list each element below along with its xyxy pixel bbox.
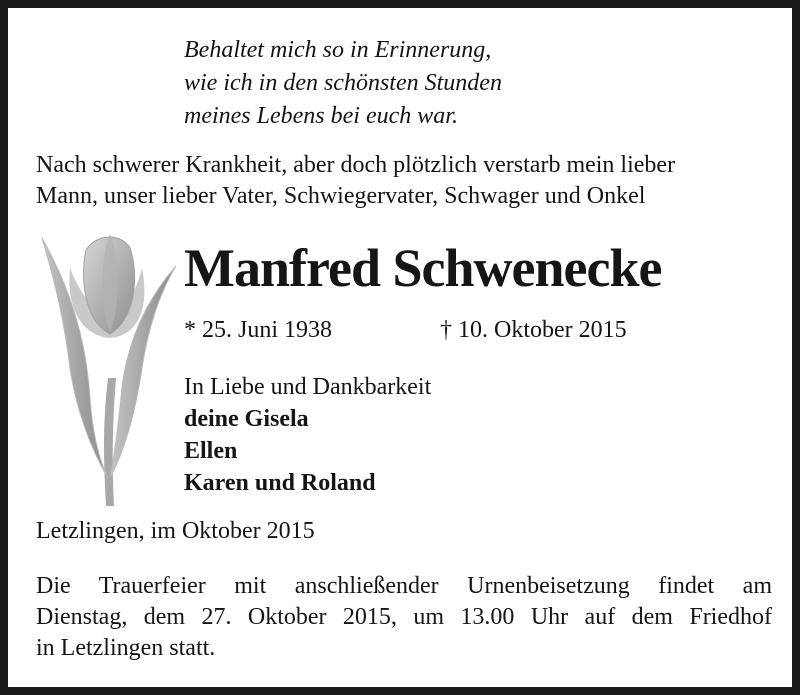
announcement-line: Nach schwerer Krankheit, aber doch plötzlich verstarb mein lieber xyxy=(36,152,676,178)
death-date: † 10. Oktober 2015 xyxy=(440,317,627,343)
birth-date: * 25. Juni 1938 xyxy=(184,317,333,343)
mourners-intro: In Liebe und Dankbarkeit xyxy=(184,374,432,400)
funeral-line: Dienstag, dem 27. Oktober 2015, um 13.00 Uhr auf dem Friedhof xyxy=(36,604,772,630)
tulip-icon xyxy=(30,228,200,508)
funeral-line: in Letzlingen statt. xyxy=(36,635,216,661)
place-and-date: Letzlingen, im Oktober 2015 xyxy=(36,518,315,544)
funeral-line: Die Trauerfeier mit anschließender Urnenbeisetzung findet am xyxy=(36,573,772,599)
quote-line: Behaltet mich so in Erinnerung, xyxy=(184,37,492,63)
mourner-name: Ellen xyxy=(184,438,238,464)
mourner-name: deine Gisela xyxy=(184,406,309,432)
memorial-quote xyxy=(184,34,502,133)
mourners-block xyxy=(184,371,431,499)
quote-line: meines Lebens bei euch war. xyxy=(184,103,458,129)
mourner-name: Karen und Roland xyxy=(184,470,376,496)
deceased-name: Manfred Schwenecke xyxy=(184,238,662,298)
funeral-details xyxy=(36,571,772,664)
announcement-text xyxy=(36,150,675,212)
quote-line: wie ich in den schönsten Stunden xyxy=(184,70,502,96)
announcement-line: Mann, unser lieber Vater, Schwiegervater, Schwager und Onkel xyxy=(36,183,646,209)
